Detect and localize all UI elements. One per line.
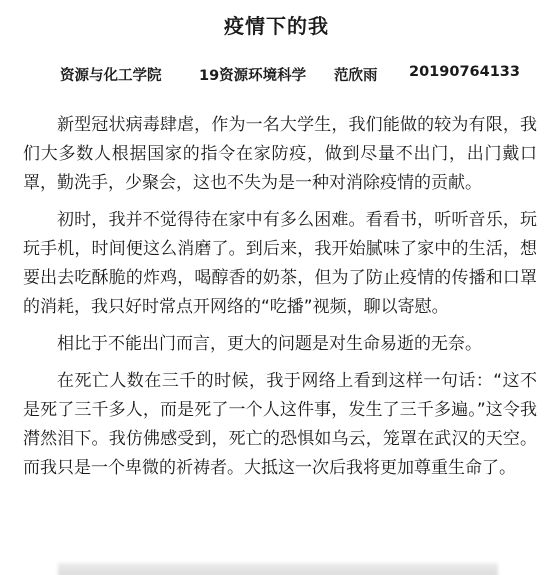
author-student-id: 20190764133 bbox=[409, 64, 520, 80]
body-paragraph: 初时，我并不觉得待在家中有多么困难。看看书，听听音乐，玩玩手机，时间便这么消磨了。到后来，我开始腻味了家中的生活，想要出去吃酥脆的炸鸡，喝醇香的奶茶，但为了防止疫情的传播和口罩的消耗，我只好时常点开网络的“吃播”视频，聊以寄慰。 bbox=[23, 210, 537, 317]
body-paragraph: 在死亡人数在三千的时候，我于网络上看到这样一句话：“这不是死了三千多人，而是死了一个人这件事，发生了三千多遍。”这令我潸然泪下。我仿佛感受到，死亡的恐惧如乌云，笼罩在武汉的天空。而我只是一个卑微的祈祷者。大抵这一次后我将更加尊重生命了。 bbox=[23, 371, 537, 478]
cut-off-text-line bbox=[58, 563, 498, 575]
author-major: 19资源环境科学 bbox=[199, 68, 307, 84]
body-paragraph: 相比于不能出门而言，更大的问题是对生命易逝的无奈。 bbox=[57, 334, 482, 354]
document-body bbox=[23, 111, 537, 491]
document-title: 疫情下的我 bbox=[224, 14, 329, 38]
body-paragraph: 新型冠状病毒肆虐，作为一名大学生，我们能做的较为有限，我们大多数人根据国家的指令在家防疫，做到尽量不出门，出门戴口罩，勤洗手，少聚会，这也不失为是一种对消除疫情的贡献。 bbox=[23, 115, 537, 193]
author-school: 资源与化工学院 bbox=[60, 68, 162, 84]
author-name: 范欣雨 bbox=[334, 68, 378, 84]
